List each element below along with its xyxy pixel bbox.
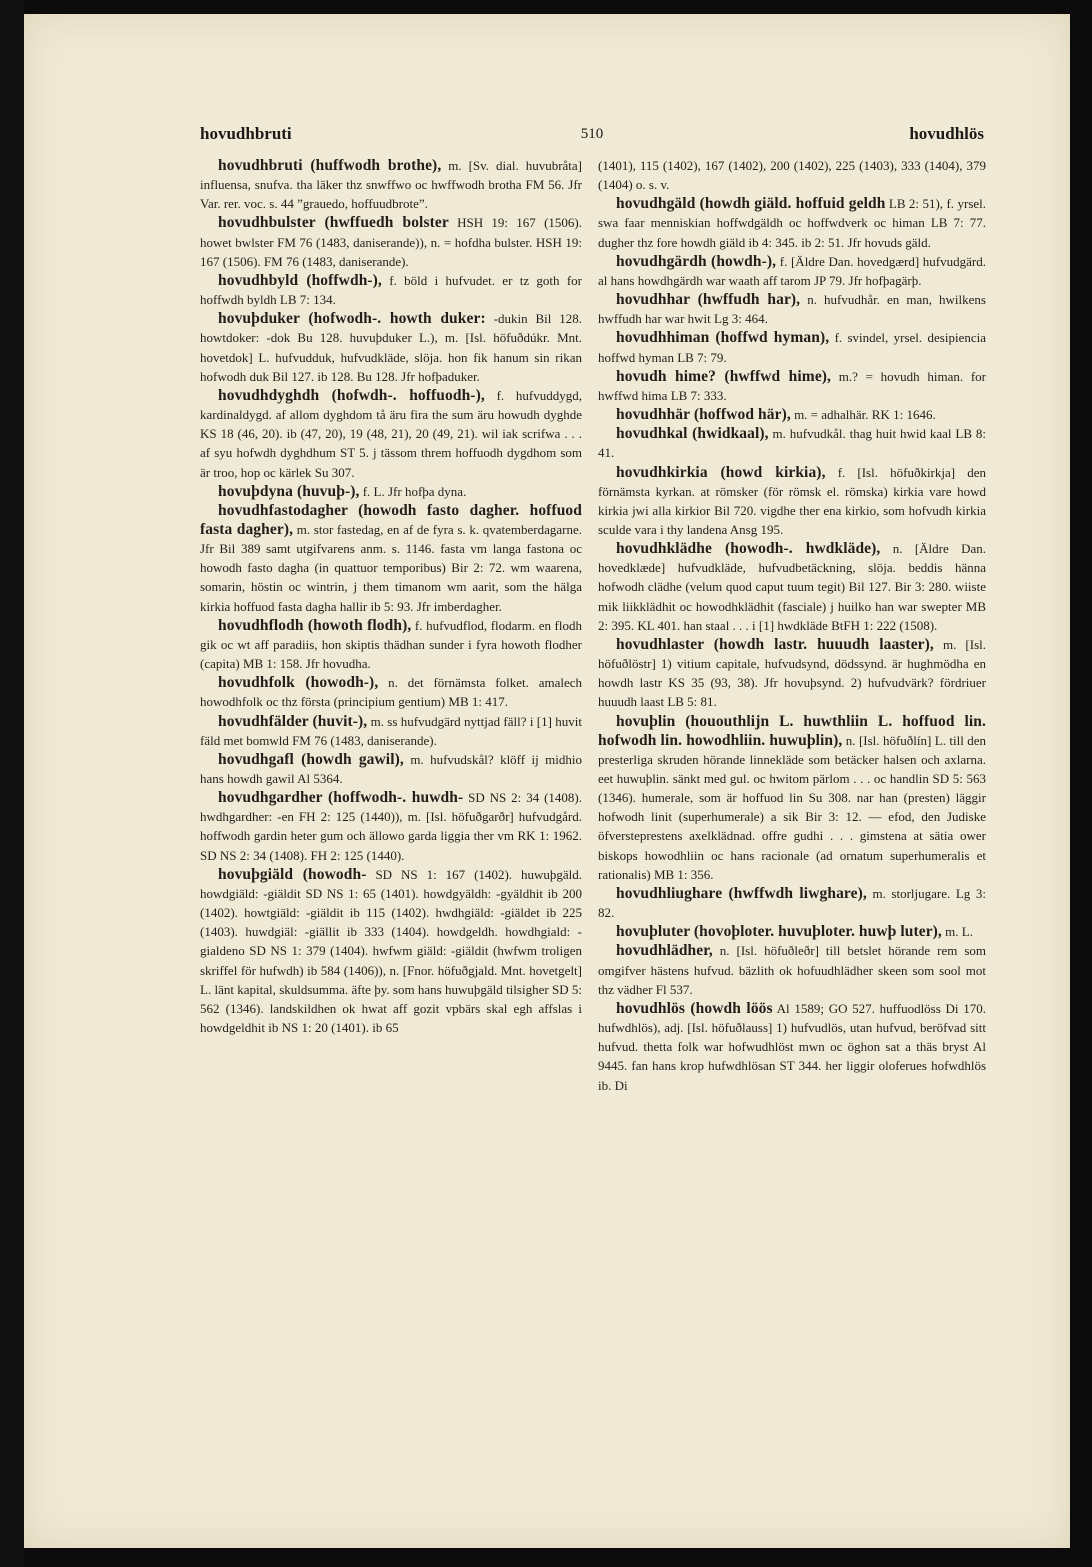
entry-headword: hovudhhar (hwffudh har), xyxy=(616,291,801,309)
dictionary-entry xyxy=(200,386,582,482)
dictionary-entry xyxy=(598,328,986,366)
entry-body: f. hufvuddygd, kardinaldygd. af allom dyghdom tå äru fira the sum äru howudh dyghde KS 18 (46, 20). ib (47, 20), 19 (48, 21), 20 (49, 21). wil iak scrifwa . . . af syu hofwdh dyghdhum ST 5. j tässom threm hoffuodh dygdhom som är troo, hop oc kärlek Su 307. xyxy=(200,387,582,480)
entry-body: f. [Äldre Dan. hovedgærd] hufvudgärd. al hans howdhgärdh war waath aff tarom JP 79. Jfr hofþagärþ. xyxy=(598,253,986,288)
page-number: 510 xyxy=(580,126,604,142)
entry-body: m. stor fastedag, en af de fyra s. k. qvatemberdagarne. Jfr Bil 389 samt utgifvarens anm. s. 1146. fasta vm langa fastona oc howodh fasto dagha (in quattuor temporibus) Bir 2: 72. wm waarena, somarin, höstin oc wintrin, j them timanom wm aarit, som the hälga kirkia hoffuod fasta dagha hallir ib 5: 93. Jfr imberdagher. xyxy=(200,521,582,614)
entry-body: m. [Sv. dial. huvubråta] influensa, snufva. tha läker thz snwffwo oc hwffwodh brotha FM 56. Jfr Var. rer. voc. s. 44 ”grauedo, hoffuudbrote”. xyxy=(200,158,582,212)
entry-headword: hovudhfolk (howodh-), xyxy=(218,674,379,692)
entry-body: n. [Isl. höfuðleðr] till betslet hörande rem som omgifver hästens hufvud. bäzlith ok hofuudhlädher skeen som sool mot thz vädher Fl 537. xyxy=(598,943,986,997)
entry-headword: hovudhgäld (howdh giäld. hoffuid geldh xyxy=(616,195,886,213)
entry-headword: hovuþduker (hofwodh-. howth duker: xyxy=(218,310,486,328)
entry-headword: hovudhliughare (hwffwdh liwghare), xyxy=(616,884,867,902)
entry-headword: hovuþdyna (huvuþ-), xyxy=(218,482,360,500)
entry-headword: hovudhbulster (hwffuedh bolster xyxy=(218,214,449,232)
entry-body: m. [Isl. höfuðlöstr] 1) vitium capitale, hufvudsynd, dödssynd. är hughmödha en howdh lastr KS 35 (93, 38). Jfr hovuþsynd. 2) hufvudvärk? fördriuer huuudh laast LB 5: 81. xyxy=(598,636,986,710)
entry-body: m. L. xyxy=(945,924,973,940)
entry-headword: hovudhlädher, xyxy=(616,942,713,960)
entry-body: n. hufvudhår. en man, hwilkens hwffudh har war hwit Lg 3: 464. xyxy=(598,292,986,327)
header-right-guideword: hovudhlös xyxy=(909,124,984,143)
dictionary-entry xyxy=(200,482,582,501)
entry-body: f. hufvudflod, flodarm. en flodh gik oc wt aff paradiis, hon skiptis thädhan sunder i fyra howoth flodher (capita) MB 1: 158. Jfr hovudha. xyxy=(200,617,582,672)
entry-headword: hovudhgärdh (howdh-), xyxy=(616,252,777,270)
dictionary-entry xyxy=(200,501,582,616)
entry-body: SD NS 2: 34 (1408). hwdhgardher: -en FH 2: 125 (1440)), m. [Isl. höfuðgarðr] hufvudgård. hoffwodh gardin heter gum och ällowo garda liggia ther vm RK 1: 1962. SD NS 2: 34 (1408). FH 2: 125 (1440). xyxy=(200,790,583,863)
dictionary-entry xyxy=(598,252,986,290)
entry-body: SD NS 1: 167 (1402). huwuþgäld. howdgiäld: -giäldit SD NS 1: 65 (1401). howdgyäldh: -gyäldhit ib 200 (1402). howtgiäld: -giäldit ib 115 (1402). hwdhgiäld: -giäldet ib 225 (1403). huwdgiäl: -giällit ib 333 (1404). howdgeldh. howdhgiald: -gialdeno SD NS 1: 379 (1404). hwfwm giäld: -giäldit (hwfwm troligen skriffel för hufwdh) ib 584 (1406)), n. [Fnor. höfuðgjald. Mnt. hovetgelt] L. länt kapital, skuldsumma. äfte þy. som hans huwuþgäld tilsigher SD 5: 562 (1346). landskildhen ok hwat aff gozit vpbärs skal egh affslas i howdgeldhit ib NS 1: 20 (1401). ib 65 xyxy=(200,866,583,1036)
header-left-guideword: hovudhbruti xyxy=(200,124,292,143)
left-column xyxy=(200,156,582,1037)
entry-headword: hovudhhiman (hoffwd hyman), xyxy=(616,329,830,347)
dictionary-entry xyxy=(200,788,582,865)
dictionary-entry xyxy=(598,367,986,405)
dictionary-entry xyxy=(598,539,986,635)
entry-headword: hovudhbyld (hoffwdh-), xyxy=(218,271,382,289)
entry-body: m. = adhalhär. RK 1: 1646. xyxy=(794,407,936,423)
dictionary-entry xyxy=(598,405,986,424)
entry-headword: hovudhflodh (howoth flodh), xyxy=(218,616,412,634)
entry-body: HSH 19: 167 (1506). howet bwlster FM 76 (1483, daniserande)), n. = hofdha bulster. HSH 19: 167 (1506). FM 76 (1483, daniserande). xyxy=(200,215,583,269)
entry-headword: hovudhlös (howdh löös xyxy=(616,999,773,1017)
entry-headword: hovudhlaster (howdh lastr. huuudh laaster), xyxy=(616,635,934,653)
dictionary-entry xyxy=(598,922,986,941)
dictionary-entry xyxy=(200,673,582,711)
entry-body: Al 1589; GO 527. huffuodlöss Di 170. hufwdhlös), adj. [Isl. höfuðlauss] 1) hufvudlös, utan hufvud, beröfvad sitt hufvud. thetta folk war hofwudhlöst mwn oc öghon sat a thäs bryst Al 9445. fan hans krop hufwdhlösan ST 344. her liggir oloferues hofwdhlös ib. Di xyxy=(598,1000,986,1093)
entry-headword: hovudhkal (hwidkaal), xyxy=(616,425,769,443)
entry-headword: hovuþluter (hovoþloter. huvuþloter. huwþ luter), xyxy=(616,923,942,941)
entry-continuation xyxy=(598,156,986,194)
entry-body: m. storljugare. Lg 3: 82. xyxy=(598,885,987,921)
entry-body: f. [Isl. höfuðkirkja] den förnämsta kyrkan. at römsker (för römsk el. römska) kirkia vare howd kirkia jwi alla kirkior Bil 720. vigdhe ther ena kirkio, som hofvudh kirkia sculde vara i thy landena Ansg 195. xyxy=(598,464,986,537)
scan-dark-edge xyxy=(0,0,24,1567)
entry-body: n. [Äldre Dan. hovedklæde] hufvudkläde, hufvudbetäckning, slöja. beddis hänna hofwodh clädhe (velum quod caput tuum tegit) Bil 127. Bir 3: 280. wiiste mik liikklädhit oc howodhklädhit (fasciale) j huilko han war swepter MB 2: 395. KL 401. han staal . . . i [1] hwdkläde BtFH 1: 222 (1508). xyxy=(598,541,987,633)
dictionary-entry xyxy=(200,750,582,788)
entry-headword: hovudhfälder (huvit-), xyxy=(218,712,368,730)
entry-body: n. det förnämsta folket. amalech howodhfolk oc thz första (principium gentium) MB 1: 417. xyxy=(200,675,582,710)
dictionary-entry xyxy=(598,999,986,1095)
dictionary-entry xyxy=(598,424,986,462)
dictionary-entry xyxy=(598,463,986,540)
entry-headword: hovudhdyghdh (hofwdh-. hoffuodh-), xyxy=(218,386,485,404)
entry-headword: hovudh hime? (hwffwd hime), xyxy=(616,367,832,385)
dictionary-entry xyxy=(200,712,582,750)
entry-body: f. svindel, yrsel. desipiencia hoffwd hyman LB 7: 79. xyxy=(598,330,986,365)
dictionary-entry xyxy=(598,941,986,998)
dictionary-entry xyxy=(598,712,986,884)
dictionary-entry xyxy=(200,156,582,213)
entry-body: f. L. Jfr hofþa dyna. xyxy=(362,483,467,499)
dictionary-entry xyxy=(598,290,986,328)
entry-headword: hovudhfastodagher (howodh fasto dagher. hoffuod fasta dagher), xyxy=(200,501,582,538)
entry-body: LB 2: 51), f. yrsel. swa faar menniskian hoffwdgäldh oc hoffwdverk oc himan LB 7: 77. dugher thz fore howdh giäld ib 4: 345. ib 2: 51. Jfr hovuds gäld. xyxy=(598,196,987,250)
entry-headword: hovudhbruti (huffwodh brothe), xyxy=(218,157,442,174)
entry-headword: hovuþgiäld (howodh- xyxy=(218,865,367,883)
entry-headword: hovudhhär (hoffwod här), xyxy=(616,406,791,424)
entry-body: n. [Isl. höfuðlín] L. till den presterliga skruden hörande linnekläde som betäcker halsen och axlarna. eet huwuþlin. sänkt med gul. oc hwitom pärlom . . . oc handlin SD 5: 563 (1346). humerale, som är hoffuod lin Su 308. nar han (presten) läggir hofwodh linit (superhumerale) a sik Bir 3: 12. — efod, den Judiske öfversteprestens axelklädnad. offre gudhi . . . gimstena at sätia ower biskops howodhliin oc hans racionale (ad ornatum superhumeralis et rationalis) MB 1: 356. xyxy=(598,732,986,882)
dictionary-entry xyxy=(200,865,582,1037)
entry-body: -dukin Bil 128. howtdoker: -dok Bu 128. huvuþduker L.), m. [Isl. höfuðdúkr. Mnt. hovetdok] L. hufvudduk, hufvudkläde, slöja. hon fik hanum sin rikan hofwodh duk Bil 127. ib 128. Bu 128. Jfr hofþaduker. xyxy=(200,311,583,384)
entry-headword: hovudhgafl (howdh gawil), xyxy=(218,750,404,768)
entry-headword: hovudhklädhe (howodh-. hwdkläde), xyxy=(616,540,881,558)
entry-body: m. ss hufvudgärd nyttjad fäll? i [1] huvit fäld met bomwld FM 76 (1483, daniserande). xyxy=(200,713,582,748)
dictionary-entry xyxy=(200,213,582,270)
entry-headword: hovudhkirkia (howd kirkia), xyxy=(616,463,826,481)
entry-headword: hovudhgardher (hoffwodh-. huwdh- xyxy=(218,789,464,807)
dictionary-entry xyxy=(200,309,582,386)
running-header xyxy=(200,124,984,148)
entry-body: (1401), 115 (1402), 167 (1402), 200 (1402), 225 (1403), 333 (1404), 379 (1404) o. s. v. xyxy=(598,158,986,193)
entry-headword: hovuþlin (hououthlijn L. huwthliin L. hoffuod lin. hofwodh lin. howodhliin. huwuþlin), xyxy=(598,712,986,749)
entry-body: m.? = hovudh himan. for hwffwd hima LB 7: 333. xyxy=(598,368,986,403)
entry-body: m. hufvudskål? klöff ij midhio hans howdh gawil Al 5364. xyxy=(200,751,583,786)
dictionary-entry xyxy=(598,884,986,922)
dictionary-entry xyxy=(200,271,582,309)
dictionary-entry xyxy=(598,194,986,251)
right-column xyxy=(598,156,986,1095)
entry-body: f. böld i hufvudet. er tz goth for hoffwdh byldh LB 7: 134. xyxy=(200,272,583,308)
dictionary-entry xyxy=(598,635,986,712)
entry-body: m. hufvudkål. thag huit hwid kaal LB 8: 41. xyxy=(598,426,987,461)
dictionary-entry xyxy=(200,616,582,673)
